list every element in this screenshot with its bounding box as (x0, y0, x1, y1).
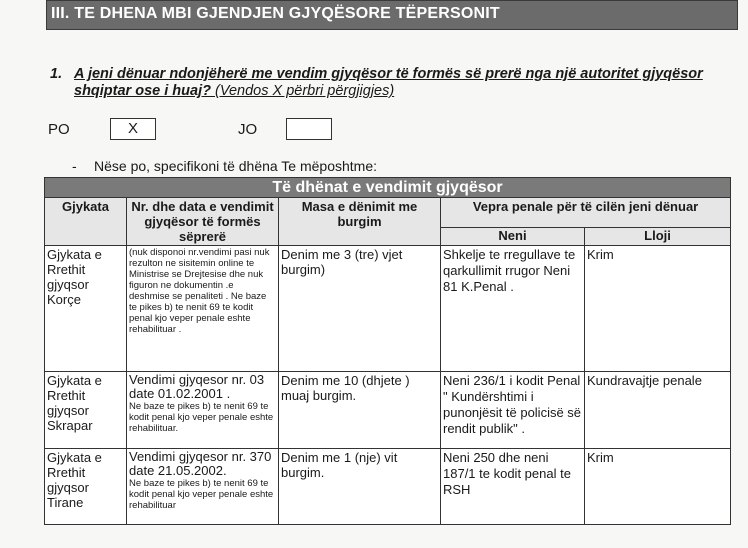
cell-court: Gjykata e Rrethit gjyqsor Korçe (45, 246, 127, 372)
cell-article: Neni 250 dhe neni 187/1 te kodit penal te RSH (441, 449, 585, 525)
specify-instruction (72, 158, 377, 174)
table-row (45, 246, 731, 372)
cell-sentence: Denim me 10 (dhjete ) muaj burgim. (279, 372, 441, 449)
cell-decision-number (127, 372, 279, 449)
table-title: Të dhënat e vendimit gjyqësor (45, 178, 731, 198)
cell-decision-number (127, 449, 279, 525)
answer-jo-checkbox[interactable] (286, 118, 332, 140)
cell-article: Shkelje te rregullave te qarkullimit rrugor Neni 81 K.Penal . (441, 246, 585, 372)
bullet-dash: - (72, 158, 77, 174)
cell-sentence: Denim me 1 (nje) vit burgim. (279, 449, 441, 525)
col-header-article: Neni (441, 228, 585, 246)
specify-text: Nëse po, specifikoni të dhëna Te mëposhtme: (94, 158, 378, 174)
answer-po-checkbox[interactable]: X (110, 118, 156, 140)
table-row (45, 449, 731, 525)
cell-court: Gjykata e Rrethit gjyqsor Skrapar (45, 372, 127, 449)
section-title: III. TE DHENA MBI GJENDJEN GJYQËSORE TËPERSONIT (46, 0, 738, 30)
question-main-text: A jeni dënuar ndonjëherë me vendim gjyqësor të formës së prerë nga një autoritet gjyqësor shqiptar ose i huaj? (74, 66, 703, 99)
col-header-sentence: Masa e dënimit me burgim (279, 198, 441, 246)
col-header-type: Lloji (585, 228, 731, 246)
decision-number-text: Vendimi gjyqesor nr. 370 date 21.05.2002. (129, 449, 272, 478)
cell-article: Neni 236/1 i kodit Penal " Kundërshtimi i punonjësit të policisë së rendit publik" . (441, 372, 585, 449)
cell-sentence: Denim me 3 (tre) vjet burgim) (279, 246, 441, 372)
cell-type: Krim (585, 449, 731, 525)
decision-note: Ne baze te pikes b) te nenit 69 te kodit penal kjo veper penale eshte rehabilituar. (129, 401, 274, 434)
decision-number-text: Vendimi gjyqesor nr. 03 date 01.02.2001 . (129, 372, 265, 401)
col-header-court: Gjykata (45, 198, 127, 246)
col-header-offense: Vepra penale për të cilën jeni dënuar (441, 198, 731, 228)
question-hint: (Vendos X përbri përgjigjes) (215, 83, 395, 99)
answer-jo-label: JO (238, 121, 258, 138)
court-decision-table (44, 177, 731, 525)
decision-note: Ne baze te pikes b) te nenit 69 te kodit penal kjo veper penale eshte rehabilituar (129, 478, 274, 511)
cell-court: Gjykata e Rrethit gjyqsor Tirane (45, 449, 127, 525)
question-number: 1. (50, 66, 63, 82)
decision-note: (nuk disponoi nr.vendimi pasi nuk rezulton ne sisitemin online te Ministrise se Drejtesise dhe nuk figuron ne dokumentin .e deshmise se penaliteti . Ne baze te pikes b) te nenit 69 te kodit penal kjo veper penale eshte rehabilituar . (129, 247, 270, 335)
col-header-decision-number: Nr. dhe data e vendimit gjyqësor të formës sëprerë (127, 198, 279, 246)
cell-type: Kundravajtje penale (585, 372, 731, 449)
cell-decision-number (127, 246, 279, 372)
cell-type: Krim (585, 246, 731, 372)
table-row (45, 372, 731, 449)
answer-po-label: PO (48, 121, 70, 138)
question-text (74, 66, 748, 100)
